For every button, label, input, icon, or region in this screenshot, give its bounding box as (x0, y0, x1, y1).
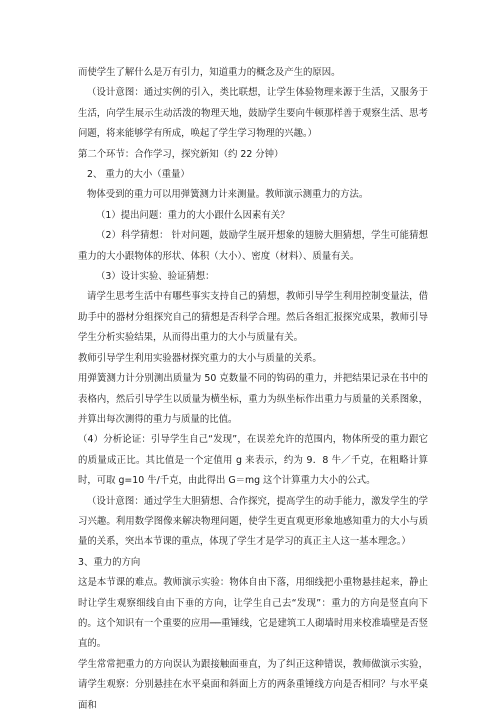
paragraph-teacher-guide: 教师引导学生利用实验器材探究重力的大小与质量的关系。 (78, 352, 322, 364)
paragraph-step-1-question: （1）提出问题：重力的大小跟什么因素有关？ (96, 209, 290, 221)
paragraph-gravity-intro: 而使学生了解什么是万有引力，知道重力的概念及产生的原因。 (78, 67, 341, 78)
paragraph-direction-demo: 这是本节课的难点。教师演示实验：物体自由下落，用细线把小重物悬挂起来，静止时让学生观察细线自由下垂的方向，让学生自己去“发现”：重力的方向是竖直向下的。这个知识有一个重要的应用──重锤线，它是建筑工人砌墙时用来校准墙壁是否竖直的。 (78, 577, 428, 650)
paragraph-student-reasoning: 请学生思考生活中有哪些事实支持自己的猜想，教师引导学生利用控制变量法，借助手中的器材分组探究自己的猜想是否科学合理。然后各组汇报探究成果，教师引导学生分析实验结果，从而得出重力的大小与质量有关。 (78, 291, 428, 344)
paragraph-measure-gravity: 物体受到的重力可以用弹簧测力计来测量。教师演示测重力的方法。 (87, 189, 369, 201)
paragraph-step-4-analysis: （4）分析论证：引导学生自己“发现”，在误差允许的范围内，物体所受的重力跟它的质量成正比。其比值是一个定值用 g 来表示，约为 9．8 牛／千克，在粗略计算时，可取 g=10 牛/千克，由此得出 G＝mg 这个计算重力大小的公式。 (78, 434, 428, 487)
subheading-gravity-direction: 3、重力的方向 (78, 556, 141, 568)
paragraph-direction-misconception: 学生常常把重力的方向误认为跟接触面垂直，为了纠正这种错误，教师做演示实验，请学生观察：分别悬挂在水平桌面和斜面上方的两条重锤线方向是否相同？与水平桌面和 (78, 658, 428, 711)
subheading-gravity-magnitude: 2、 重力的大小（重量） (87, 169, 190, 181)
document-body (78, 63, 428, 716)
paragraph-step-2-hypothesis: （2）科学猜想： 针对问题，鼓励学生展开想象的翅膀大胆猜想，学生可能猜想重力的大小跟物体的形状、体积（大小）、密度（材料）、质量有关。 (78, 230, 428, 262)
paragraph-design-intent-2: （设计意图：通过学生大胆猜想、合作探究，提高学生的动手能力，激发学生的学习兴趣。利用数学图像来解决物理问题，使学生更直观更形象地感知重力的大小与质量的关系，突出本节课的重点，体现了学生才是学习的真正主人这一基本理念。） (78, 495, 428, 548)
section-heading-part-2: 第二个环节：合作学习，探究新知（约 22 分钟） (78, 148, 284, 160)
paragraph-spring-scale-method: 用弹簧测力计分别测出质量为 50 克数量不同的钩码的重力，并把结果记录在书中的表格内，然后引导学生以质量为横坐标，重力为纵坐标作出重力与质量的关系图象，并算出每次测得的重力与质量的比值。 (78, 373, 428, 425)
paragraph-step-3-experiment: （3）设计实验、验证猜想： (96, 271, 215, 283)
paragraph-design-intent-1: （设计意图：通过实例的引入，类比联想，让学生体验物理来源于生活，又服务于生活，向学生展示生动活泼的物理天地，鼓励学生要向牛顿那样善于观察生活、思考问题，将来能够学有所成，唤起了学生学习物理的兴趣。） (78, 87, 428, 140)
